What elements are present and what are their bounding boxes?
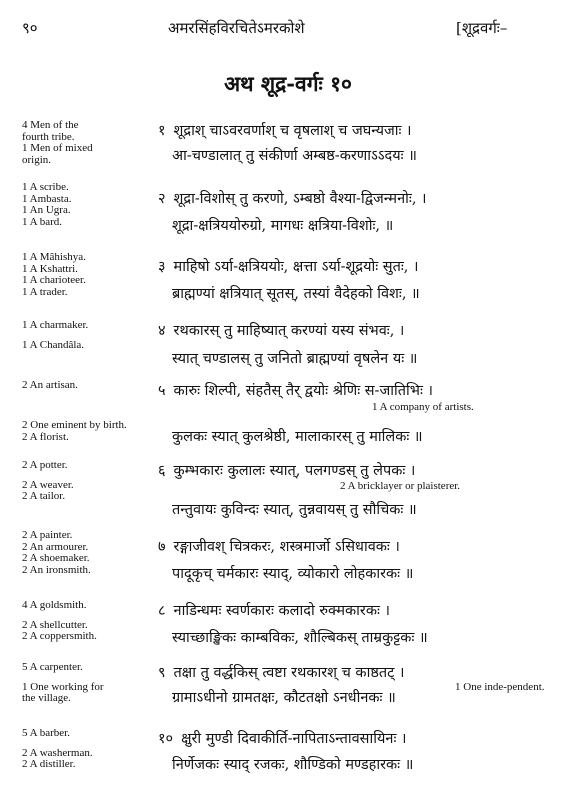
gloss-item: fourth tribe. bbox=[22, 130, 75, 143]
verse-line-2: स्यात् चण्डालस् तु जनितो ब्राह्मण्यां वृषलेन यः ॥ bbox=[172, 351, 418, 367]
verse-line-2: निर्णेजकः स्याद् रजकः, शौण्डिको मण्डहारकः ॥ bbox=[172, 757, 414, 773]
verse-number: ८ bbox=[158, 603, 166, 619]
gloss-item: 2 A distiller. bbox=[22, 758, 76, 770]
verse-line-1 bbox=[158, 662, 405, 682]
verse-line-1 bbox=[158, 600, 390, 620]
verse-line-text: तक्षा तु वर्द्धकिस् त्वष्टा रथकारश् च काष्ठतट् । bbox=[173, 665, 405, 681]
gloss-list bbox=[22, 728, 154, 771]
gloss-item: 1 A charioteer. bbox=[22, 274, 86, 286]
running-title: अमरसिंहविरचितेऽमरकोशे bbox=[168, 19, 305, 37]
gloss-item: 2 A florist. bbox=[22, 430, 69, 443]
gloss-list bbox=[22, 252, 154, 298]
gloss-item: 5 A carpenter. bbox=[22, 661, 83, 673]
verse-line-text: रथकारस् तु माहिष्यात् करण्यां यस्य संभवः, । bbox=[173, 323, 405, 339]
verse-number: १ bbox=[158, 123, 166, 139]
verse-line-2: तन्तुवायः कुविन्दः स्यात्, तुन्नवायस् तु सौचिकः ॥ bbox=[172, 502, 417, 518]
gloss-item: 5 A barber. bbox=[22, 727, 70, 739]
gloss-list bbox=[22, 662, 154, 705]
gloss-list bbox=[22, 380, 154, 392]
gloss-item: 1 A Mâhishya. bbox=[22, 251, 86, 263]
gloss-list bbox=[22, 120, 154, 166]
verse-line-1 bbox=[158, 320, 404, 340]
gloss-item: 1 A trader. bbox=[22, 285, 68, 298]
verse-line-1 bbox=[158, 256, 418, 276]
verse-number: ३ bbox=[158, 259, 166, 275]
gloss-item: 2 A coppersmith. bbox=[22, 630, 97, 642]
gloss-list bbox=[22, 420, 154, 443]
verse-line-1 bbox=[172, 426, 423, 446]
gloss-item: 4 Men of the bbox=[22, 119, 79, 131]
gloss-item: 1 A charmaker. bbox=[22, 319, 89, 331]
verse-line-2: शूद्रा-क्षत्रिययोरुग्रो, मागधः क्षत्रिया-विशोः, ॥ bbox=[172, 218, 394, 234]
verse-number: ७ bbox=[158, 539, 166, 555]
gloss-item: 2 An armourer. bbox=[22, 540, 89, 553]
section-reference: [शूद्रवर्गः– bbox=[456, 19, 508, 37]
verse-line-1 bbox=[158, 536, 400, 556]
verse-line-2: ग्रामाऽधीनो ग्रामतक्षः, कौटतक्षो ऽनधीनकः ॥ bbox=[172, 690, 396, 706]
verse-line-1 bbox=[158, 460, 415, 480]
verse-line-2: ब्राह्मण्यां क्षत्रियात् सूतस्, तस्यां वैदेहको विशः, ॥ bbox=[172, 286, 420, 302]
gloss-item: 4 A goldsmith. bbox=[22, 599, 87, 611]
gloss-item: 1 Ambasta. bbox=[22, 192, 72, 205]
verse-line-2: पादूकृच् चर्मकारः स्याद्, व्योकारो लोहकारकः ॥ bbox=[172, 566, 414, 582]
gloss-item: 2 A potter. bbox=[22, 459, 68, 471]
gloss-item: 1 A Chandâla. bbox=[22, 338, 85, 351]
verse-number: ५ bbox=[158, 383, 166, 399]
gloss-item: 2 A shellcutter. bbox=[22, 618, 88, 631]
gloss-list bbox=[22, 600, 154, 643]
page-number: ९० bbox=[22, 19, 38, 37]
gloss-item: 1 A scribe. bbox=[22, 181, 69, 193]
gloss-item: 2 A painter. bbox=[22, 529, 73, 541]
gloss-list bbox=[22, 460, 154, 503]
gloss-item: 1 A bard. bbox=[22, 215, 63, 228]
gloss-item: 2 A washerman. bbox=[22, 746, 93, 759]
verse-number: ९ bbox=[158, 665, 166, 681]
verse-number: १० bbox=[158, 731, 174, 747]
verse-line-text: कारुः शिल्पी, संहतैस् तैर् द्वयोः श्रेणिः स-जातिभिः । bbox=[173, 383, 433, 399]
gloss-item: the village. bbox=[22, 692, 71, 704]
gloss-item: 2 A weaver. bbox=[22, 478, 74, 491]
gloss-item: origin. bbox=[22, 153, 52, 166]
footnote: 1 A company of artists. bbox=[372, 401, 474, 413]
gloss-item: 2 One eminent by birth. bbox=[22, 419, 127, 431]
verse-number: ६ bbox=[158, 463, 166, 479]
verse-line-text: क्षुरी मुण्डी दिवाकीर्ति-नापिताऽन्तावसायिनः । bbox=[181, 731, 407, 747]
verse-line-1 bbox=[158, 728, 407, 748]
verse-line-text: कुलकः स्यात् कुलश्रेष्ठी, मालाकारस् तु मालिकः ॥ bbox=[172, 429, 423, 445]
gloss-item: 2 An ironsmith. bbox=[22, 563, 91, 576]
verse-line-text: शूद्राश् चाऽवरवर्णाश् च वृषलाश् च जघन्यजाः । bbox=[173, 123, 412, 139]
gloss-item: 2 A tailor. bbox=[22, 490, 66, 502]
verse-line-text: कुम्भकारः कुलालः स्यात्, पलगण्डस् तु लेपकः । bbox=[173, 463, 416, 479]
gloss-list bbox=[22, 182, 154, 228]
gloss-item: 1 A Kshattri. bbox=[22, 262, 78, 275]
verse-number: ४ bbox=[158, 323, 166, 339]
verse-line-1 bbox=[158, 188, 427, 208]
verse-line-text: नाडिन्धमः स्वर्णकारः कलादो रुक्मकारकः । bbox=[173, 603, 391, 619]
verse-line-1 bbox=[158, 120, 412, 140]
verse-line-text: रङ्गाजीवश् चित्रकरः, शस्त्रमार्जो ऽसिधावकः । bbox=[173, 539, 400, 555]
section-title: अथ शूद्र-वर्गः १० bbox=[224, 71, 352, 96]
gloss-item: 2 A shoemaker. bbox=[22, 552, 90, 564]
gloss-list bbox=[22, 530, 154, 576]
footnote: 2 A bricklayer or plaisterer. bbox=[340, 480, 461, 492]
gloss-list bbox=[22, 320, 154, 351]
verse-number: २ bbox=[158, 191, 166, 207]
side-footnote: 1 One inde-pendent. bbox=[455, 681, 545, 693]
verse-line-text: शूद्रा-विशोस् तु करणो, ऽम्बष्ठो वैश्या-द्विजन्मनोः, । bbox=[173, 191, 427, 207]
verse-line-2: आ-चण्डालात् तु संकीर्णा अम्बष्ठ-करणाऽऽदयः ॥ bbox=[172, 148, 417, 164]
gloss-item: 2 An artisan. bbox=[22, 379, 78, 391]
gloss-item: 1 An Ugra. bbox=[22, 204, 71, 216]
verse-line-text: माहिषो ऽर्या-क्षत्रिययोः, क्षत्ता ऽर्या-शूद्रयोः सुतः, । bbox=[173, 259, 419, 275]
gloss-item: 1 One working for bbox=[22, 680, 104, 693]
gloss-item: 1 Men of mixed bbox=[22, 142, 93, 154]
verse-line-2: स्याच्छाङ्खिकः काम्बविकः, शौल्बिकस् ताम्रकुट्टकः ॥ bbox=[172, 630, 428, 646]
verse-line-1 bbox=[158, 380, 433, 400]
